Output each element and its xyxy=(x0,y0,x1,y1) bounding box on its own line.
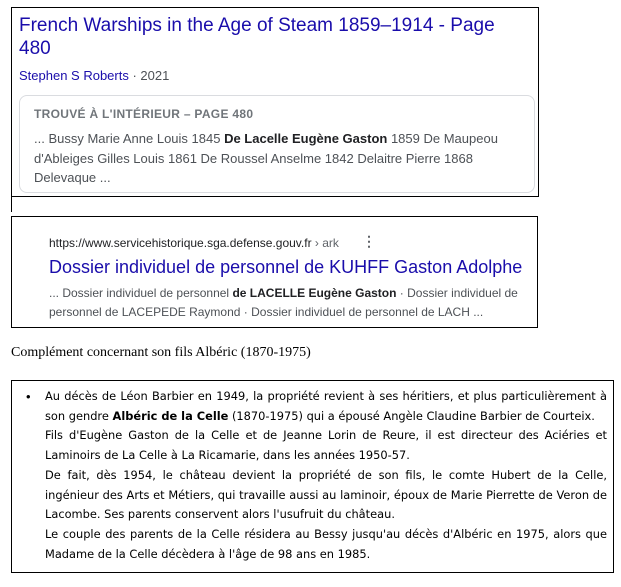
result-url-domain: https://www.servicehistorique.sga.defense.gouv.fr xyxy=(49,236,312,250)
web-result-card xyxy=(11,216,538,328)
snippet-highlight: De Lacelle Eugène Gaston xyxy=(224,131,388,146)
divider-line xyxy=(11,196,12,212)
p1-after: (1870-1975) qui a épousé Angèle Claudine Barbier de Courteix. xyxy=(228,408,595,423)
book-result-card xyxy=(11,7,539,197)
result-url[interactable] xyxy=(49,236,339,250)
paragraph-1 xyxy=(45,387,607,426)
web-snippet-highlight: de LACELLE Eugène Gaston xyxy=(232,286,397,300)
snippet-text-before: ... Bussy Marie Anne Louis 1845 xyxy=(34,131,225,146)
paragraph-3: De fait, dès 1954, le château devient la propriété de son fils, le comte Hubert de la Celle, ingénieur des Arts et Métiers, qui travaille aussi au laminoir, époux de Marie Pierrette de Veron de Lacombe. Ses parents conservent alors l'usufruit du château. xyxy=(45,467,607,522)
book-result-title[interactable]: French Warships in the Age of Steam 1859–1914 - Page 480 xyxy=(19,15,495,59)
paragraph-4: Le couple des parents de la Celle résidera au Bessy jusqu'au décès d'Albéric en 1975, alors que Madame de la Celle décèdera à l'âge de 98 ans en 1985. xyxy=(45,526,607,561)
book-author-link[interactable]: Stephen S Roberts xyxy=(19,68,129,83)
result-url-path: › ark xyxy=(311,236,339,250)
info-box xyxy=(11,380,614,573)
web-result-title[interactable]: Dossier individuel de personnel de KUHFF Gaston Adolphe xyxy=(49,257,523,277)
snippet-text-after: 1859 De Maupeou d'Ableiges Gilles Louis 1861 De Roussel Anselme 1842 Delaitre Pierre 1868 Delevaque ... xyxy=(34,131,498,185)
snippet-text xyxy=(34,129,530,188)
info-text xyxy=(45,387,607,564)
more-options-icon[interactable]: ⋮ xyxy=(362,233,376,249)
p1-bold: Albéric de la Celle xyxy=(112,408,229,423)
bullet-icon: • xyxy=(26,389,31,404)
p1-before: Au décès de Léon Barbier en 1949, la propriété revient à ses héritiers, et plus particulièrement à son gendre xyxy=(45,389,607,423)
section-caption: Complément concernant son fils Albéric (1870-1975) xyxy=(11,345,311,360)
web-result-snippet xyxy=(49,284,534,322)
meta-separator: · xyxy=(128,68,141,83)
book-year: 2021 xyxy=(140,68,170,83)
web-snippet-before: ... Dossier individuel de personnel xyxy=(49,286,233,300)
snippet-header: TROUVÉ À L'INTÉRIEUR – PAGE 480 xyxy=(34,107,254,121)
book-snippet-card[interactable] xyxy=(19,95,535,193)
book-result-meta xyxy=(19,68,169,83)
paragraph-2: Fils d'Eugène Gaston de la Celle et de Jeanne Lorin de Reure, il est directeur des Aciéries et Laminoirs de La Celle à La Ricamarie, dans les années 1950-57. xyxy=(45,428,607,463)
web-snippet-after: · Dossier individuel de personnel de LACEPEDE Raymond · Dossier individuel de personnel de LACH ... xyxy=(49,286,518,319)
